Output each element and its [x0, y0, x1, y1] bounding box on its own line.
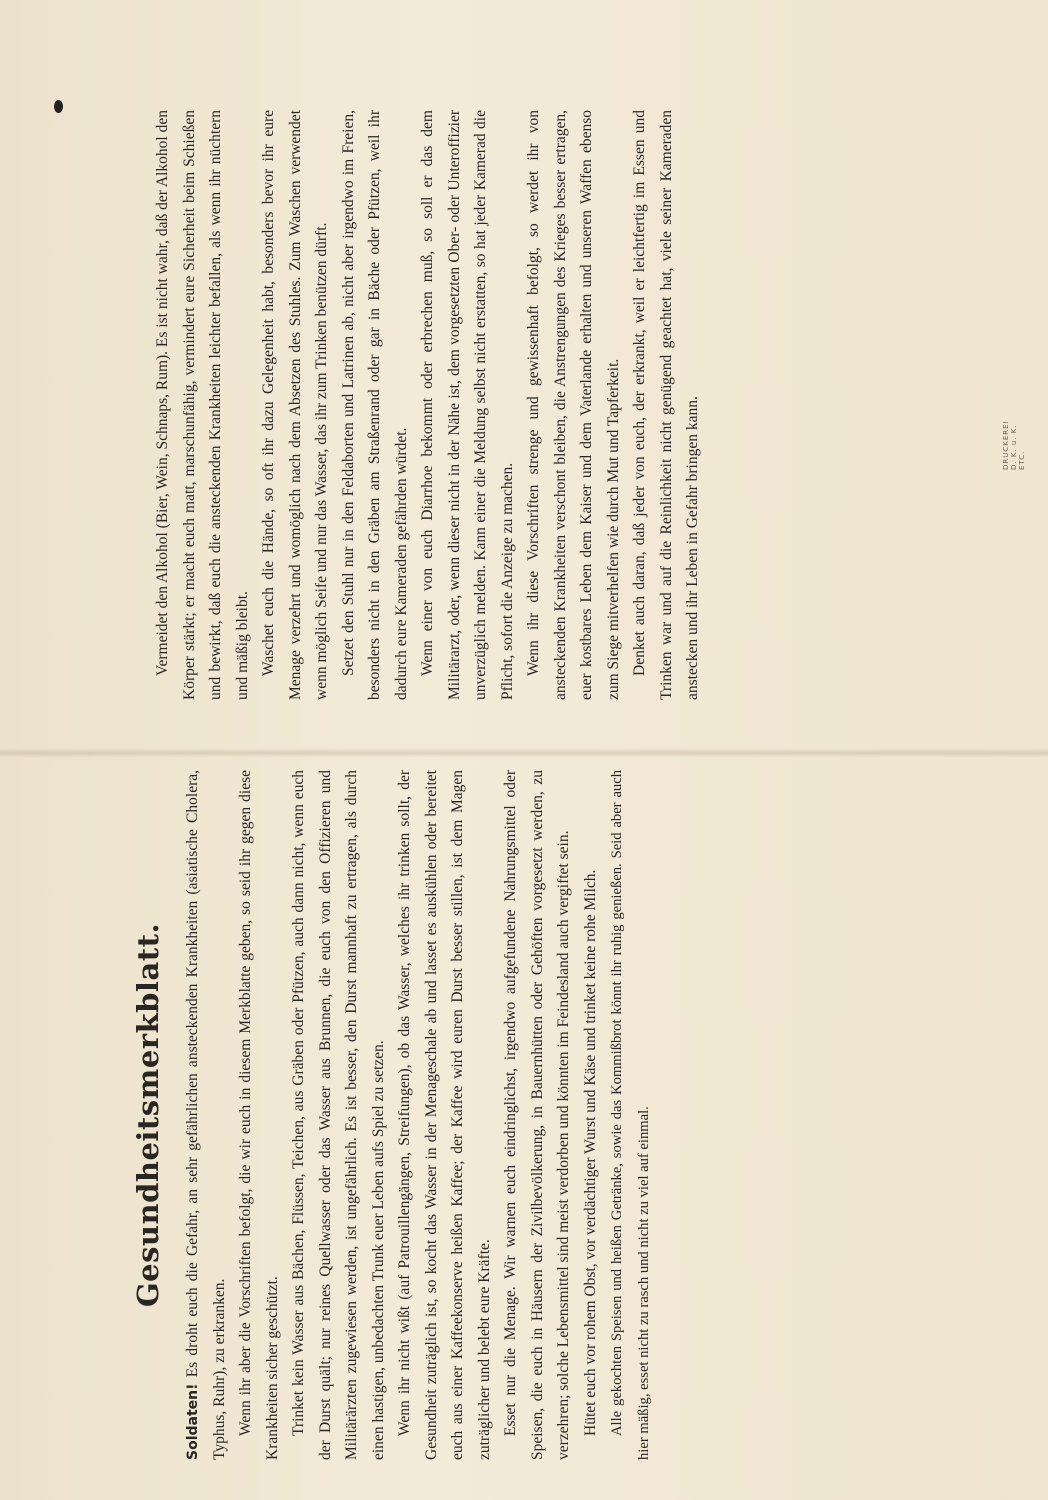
front-page-text: [118, 770, 657, 1460]
paragraph-diarrhoea-report: Wenn einer von euch Diarrhoe bekommt oder erbrechen muß, so soll er das dem Militärarzt, oder, wenn dieser nicht in der Nähe ist, dem vorgesetzten Ober- oder Unteroffizier unverzüglich melden. Kann einer die Meldung selbst nicht erstatten, so hat jeder Kamerad die Pflicht, sofort die Anzeige zu machen.: [419, 110, 516, 700]
paragraph-remember: Denket auch daran, daß jeder von euch, der erkrankt, weil er leichtfertig im Essen und Trinken war und auf die Reinlichkeit nicht genügend geachtet hat, viele seiner Kameraden anstecken und ihr Leben in Gefahr bringen kann.: [631, 110, 701, 700]
paragraph-alcohol: Vermeidet den Alkohol (Bier, Wein, Schnaps, Rum). Es ist nicht wahr, daß der Alkohol den Körper stärkt; er macht euch matt, marschunfähig, vermindert eure Sicherheit beim Schießen und bewirkt, daß euch die ansteckenden Krankheiten leichter befallen, als wenn ihr nüchtern und mäßig bleibt.: [154, 110, 251, 700]
paragraph-water: Trinket kein Wasser aus Bächen, Flüssen, Teichen, aus Gräben oder Pfützen, auch dann nicht, wenn euch der Durst quält; nur reines Quellwasser oder das Wasser aus Brunnen, die euch von den Offizieren und Militärärzten zugewiesen werden, ist ungefährlich. Es ist besser, den Durst mannhaft zu ertragen, als durch einen hastigen, unbedachten Trunk euer Leben aufs Spiel zu setzen.: [290, 770, 387, 1460]
paragraph-hand-washing: Waschet euch die Hände, so oft ihr dazu Gelegenheit habt, besonders bevor ihr eure Menage verzehrt und womöglich nach dem Absetzen des Stuhles. Zum Waschen verwendet wenn möglich Seife und nur das Wasser, das ihr zum Trinken benützen dürft.: [260, 110, 330, 700]
document-title: Gesundheitsmerkblatt.: [131, 922, 165, 1308]
paragraph-latrines: Setzet den Stuhl nur in den Feldaborten und Latrinen ab, nicht aber irgendwo im Freien, besonders nicht in den Gräben am Straßenrand oder gar in Bäche oder Pfützen, weil ihr dadurch eure Kameraden gefährden würdet.: [339, 110, 410, 700]
intro-text: Es droht euch die Gefahr, an sehr gefährlichen ansteckenden Krankheiten (asiatische Cholera, Typhus, Ruhr), zu erkranken.: [184, 770, 228, 1460]
paragraph-menage: Esset nur die Menage. Wir warnen euch eindringlichst, irgendwo aufgefundene Nahrungsmittel oder Speisen, die euch in Häusern der Zivilbevölkerung, in Bauernhütten oder Gehöften vorgesetzt werden, zu verzehren; solche Lebensmittel sind meist verdorben und könnten im Feindesland auch vergiftet sein.: [502, 770, 572, 1460]
printer-imprint: DRUCKEREI D. K. u. K. ETC.: [1002, 420, 1026, 470]
paragraph-boil-water: Wenn ihr nicht wißt (auf Patrouillengängen, Streifungen), ob das Wasser, welches ihr trinken sollt, der Gesundheit zuträglich ist, so kocht das Wasser in der Menageschale ab und lasset es auskühlen oder bereitet euch aus einer Kaffeekonserve heißen Kaffee; der Kaffee wird euren Durst besser stillen, ist dem Magen zuträglicher und belebt eure Kräfte.: [396, 770, 493, 1460]
paragraph-instructions: Wenn ihr aber die Vorschriften befolgt, die wir euch in diesem Merkblatte geben, so seid ihr gegen diese Krankheiten sicher geschützt.: [237, 770, 281, 1460]
paragraph-follow-rules: Wenn ihr diese Vorschriften strenge und gewissenhaft befolgt, so werdet ihr von ansteckenden Krankheiten verschont bleiben, die Anstrengungen des Krieges besser ertragen, euer kostbares Leben dem Kaiser und dem Vaterlande erhalten und unseren Waffen ebenso zum Siege mitverhelfen wie durch Mut und Tapferkeit.: [525, 110, 622, 700]
paragraph-intro: [180, 770, 233, 1460]
paragraph-cooked-food: Alle gekochten Speisen und heißen Getränke, sowie das Kommißbrot könnt ihr ruhig genießen. Seid aber auch hier mäßig, esset nicht zu rasch und nicht zu viel auf einmal.: [609, 770, 652, 1460]
ink-dot: [54, 100, 63, 113]
intro-lead: Soldaten!: [185, 1383, 201, 1460]
back-page-text: [150, 110, 707, 700]
paper-fold-line: [0, 748, 1048, 758]
paragraph-raw-food: Hütet euch vor rohem Obst, vor verdächtiger Wurst und Käse und trinket keine rohe Milch.: [581, 869, 599, 1436]
